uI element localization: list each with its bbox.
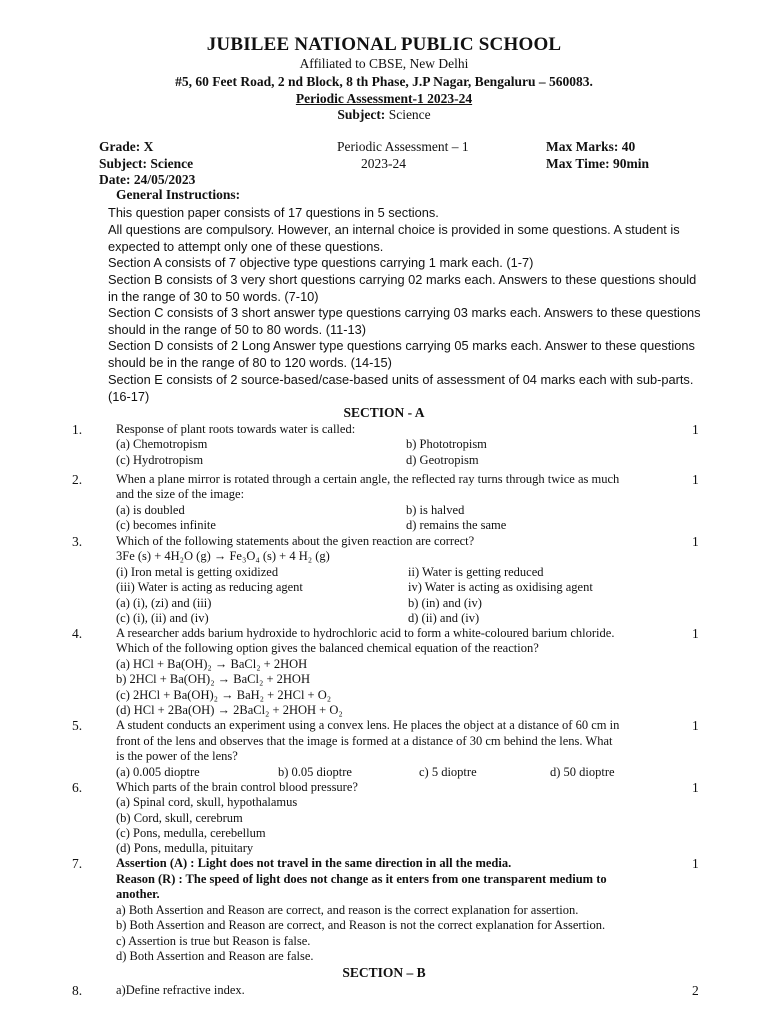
instruction-item: This question paper consists of 17 questions in 5 sections. <box>108 205 439 220</box>
question-text: is the power of the lens? <box>116 749 238 763</box>
exam-date: Date: 24/05/2023 <box>99 172 196 187</box>
question-number: 1. <box>72 422 83 437</box>
meta-subject: Subject: Science <box>99 156 194 171</box>
option: (c) Hydrotropism <box>116 453 204 467</box>
option: a) Both Assertion and Reason are correct, and reason is the correct explanation for assertion. <box>116 903 579 917</box>
option: d) (ii) and (iv) <box>408 611 480 625</box>
statement: ii) Water is getting reduced <box>408 565 544 579</box>
max-time: Max Time: 90min <box>546 156 649 171</box>
assessment-title: Periodic Assessment-1 2023-24 <box>295 91 473 106</box>
question-number: 5. <box>72 718 83 733</box>
section-a-heading: SECTION - A <box>343 405 425 420</box>
statement: iv) Water is acting as oxidising agent <box>408 580 593 594</box>
option: d) Both Assertion and Reason are false. <box>116 949 314 963</box>
option: (c) becomes infinite <box>116 518 216 532</box>
option: c) 5 dioptre <box>419 765 477 779</box>
exam-year: 2023-24 <box>361 156 406 171</box>
question-number: 4. <box>72 626 83 641</box>
question-marks: 1 <box>692 780 699 795</box>
assertion-text: Assertion (A) : Light does not travel in the same direction in all the media. <box>116 856 512 870</box>
question-number: 8. <box>72 983 83 998</box>
question-marks: 1 <box>692 534 699 549</box>
instruction-item: All questions are compulsory. However, an internal choice is provided in some questions. A student is expected to attempt only one of these questions. <box>108 222 680 254</box>
option: b) 0.05 dioptre <box>278 765 352 779</box>
question-text: A researcher adds barium hydroxide to hydrochloric acid to form a white-coloured barium chloride. <box>116 626 615 640</box>
question-number: 7. <box>72 856 83 871</box>
instruction-item: Section D consists of 2 Long Answer type questions carrying 05 marks each. Answer to these questions should be in the range of 80 to 120 words. (14-15) <box>108 338 695 370</box>
statement: (i) Iron metal is getting oxidized <box>116 565 279 579</box>
subject-label: Subject: <box>337 107 386 122</box>
question-number: 3. <box>72 534 83 549</box>
option: (a) (i), (zi) and (iii) <box>116 596 212 610</box>
instruction-item: Section A consists of 7 objective type questions carrying 1 mark each. (1-7) <box>108 255 534 270</box>
subject-heading <box>0 107 768 123</box>
reason-text: another. <box>116 887 160 901</box>
question-marks: 1 <box>692 422 699 437</box>
option: b) Both Assertion and Reason are correct, and Reason is not the correct explanation for Assertion. <box>116 918 606 932</box>
option: (c) Pons, medulla, cerebellum <box>116 826 266 840</box>
option: d) 50 dioptre <box>550 765 615 779</box>
question-marks: 1 <box>692 718 699 733</box>
question-text: A student conducts an experiment using a convex lens. He places the object at a distance of 60 cm in <box>116 718 620 732</box>
question-number: 2. <box>72 472 83 487</box>
option: (d) Pons, medulla, pituitary <box>116 841 254 855</box>
question-text: front of the lens and observes that the image is formed at a distance of 30 cm behind the lens. What <box>116 734 613 748</box>
option: b) 2HCl + Ba(OH)₂ → BaCl₂ + 2HOH <box>116 672 310 686</box>
question-text: Which of the following option gives the balanced chemical equation of the reaction? <box>116 641 539 655</box>
instruction-item: Section B consists of 3 very short questions carrying 02 marks each. Answers to these questions should in the range of 30 to 50 words. (7-10) <box>108 272 697 304</box>
reason-text: Reason (R) : The speed of light does not change as it enters from one transparent medium to <box>116 872 607 886</box>
question-marks: 1 <box>692 626 699 641</box>
option: (c) 2HCl + Ba(OH)₂ → BaH₂ + 2HCl + O₂ <box>116 688 332 702</box>
subject-value: Science <box>388 107 431 122</box>
option: b) (in) and (iv) <box>408 596 482 610</box>
option: b) Phototropism <box>406 437 487 451</box>
max-marks: Max Marks: 40 <box>546 139 636 154</box>
question-text: a)Define refractive index. <box>116 983 245 997</box>
option: (a) Spinal cord, skull, hypothalamus <box>116 795 298 809</box>
question-text: and the size of the image: <box>116 487 245 501</box>
option: (b) Cord, skull, cerebrum <box>116 811 243 825</box>
option: (a) Chemotropism <box>116 437 208 451</box>
question-marks: 1 <box>692 856 699 871</box>
option: (a) is doubled <box>116 503 185 517</box>
grade: Grade: X <box>99 139 154 154</box>
question-text: Which parts of the brain control blood pressure? <box>116 780 358 794</box>
option: (a) HCl + Ba(OH)₂ → BaCl₂ + 2HOH <box>116 657 308 671</box>
option: b) is halved <box>406 503 465 517</box>
question-marks: 1 <box>692 472 699 487</box>
question-marks: 2 <box>692 983 699 998</box>
school-name: JUBILEE NATIONAL PUBLIC SCHOOL <box>206 34 562 55</box>
question-text: When a plane mirror is rotated through a certain angle, the reflected ray turns through twice as much <box>116 472 620 486</box>
option: (a) 0.005 dioptre <box>116 765 200 779</box>
option: (c) (i), (ii) and (iv) <box>116 611 209 625</box>
question-number: 6. <box>72 780 83 795</box>
option: d) Geotropism <box>406 453 479 467</box>
reaction-equation: 3Fe (s) + 4H₂O (g) → Fe₃O₄ (s) + 4 H₂ (g) <box>116 549 330 563</box>
instruction-item: Section C consists of 3 short answer type questions carrying 03 marks each. Answers to these questions should in the range of 50 to 80 words. (11-13) <box>108 305 701 337</box>
affiliation: Affiliated to CBSE, New Delhi <box>299 56 469 71</box>
school-address: #5, 60 Feet Road, 2 nd Block, 8 th Phase, J.P Nagar, Bengaluru – 560083. <box>175 74 593 89</box>
option: d) remains the same <box>406 518 507 532</box>
statement: (iii) Water is acting as reducing agent <box>116 580 303 594</box>
question-text: Response of plant roots towards water is called: <box>116 422 356 436</box>
instruction-item: Section E consists of 2 source-based/case-based units of assessment of 04 marks each with sub-parts. (16-17) <box>108 372 694 404</box>
section-b-heading: SECTION – B <box>342 965 426 980</box>
instructions-title: General Instructions: <box>116 187 241 202</box>
exam-name: Periodic Assessment – 1 <box>337 139 469 154</box>
question-text: Which of the following statements about the given reaction are correct? <box>116 534 475 548</box>
option: c) Assertion is true but Reason is false. <box>116 934 311 948</box>
option: (d) HCl + 2Ba(OH) → 2BaCl₂ + 2HOH + O₂ <box>116 703 343 717</box>
